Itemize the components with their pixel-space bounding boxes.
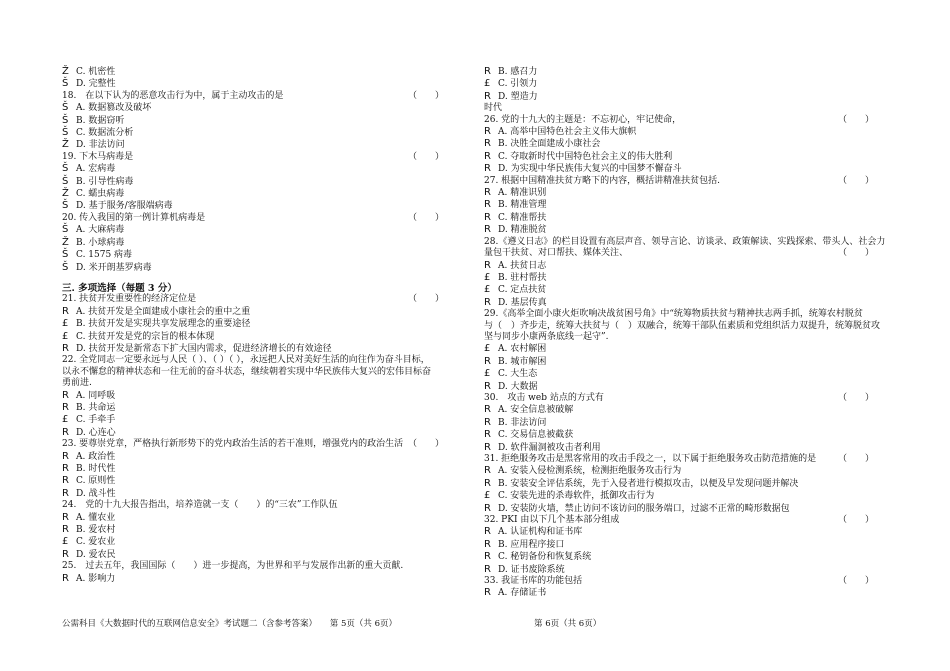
answer-option [62,262,454,274]
answer-option [62,402,454,414]
answer-option [62,176,454,188]
option-text: A. 宏病毒 [76,164,116,175]
option-marker: R [484,224,491,236]
question-text [62,439,454,450]
option-marker: R [484,126,491,138]
option-text: C. 夺取新时代中国特色社会主义的伟大胜利 [498,151,673,162]
question-text [484,515,884,526]
answer-option [484,284,884,296]
line-text: 21. 扶贫开发重要性的经济定位是 [62,294,197,305]
option-marker: R [62,450,69,462]
option-marker: Š [62,175,69,187]
answer-option [484,539,884,551]
option-text: A. 大麻病毒 [76,225,125,236]
option-text: D. 软件漏洞被攻击者利用 [498,442,601,453]
question-text [62,367,454,378]
option-marker: Ž [62,66,69,77]
question-text [484,332,884,343]
answer-option [62,390,454,402]
option-text: D. 塑造力 [498,91,538,102]
option-text: C. 交易信息被截获 [498,430,574,441]
answer-option [484,551,884,563]
option-text: A. 懂农业 [76,512,116,523]
option-text: B. 决胜全面建成小康社会 [498,139,601,150]
answer-blank: （ ） [837,454,874,464]
line-text: 坚与同步小康两条底线一起守”. [484,331,609,342]
option-marker: R [484,199,491,211]
option-text: C. 1575 病毒 [76,250,133,261]
option-marker: £ [62,318,69,330]
line-text: 三. 多项选择（每题 3 分） [62,282,177,294]
answer-option [62,318,454,330]
option-marker: R [484,551,491,563]
answer-blank: （ ） [837,114,874,125]
answer-option [484,272,884,284]
option-text: D. 战斗性 [76,488,116,499]
option-marker: R [62,572,69,584]
option-marker: R [484,416,491,428]
answer-option [62,488,454,500]
option-marker: R [62,548,69,560]
line-text: 22. 全党同志一定要永远与人民（ ）、（ ）（ ），永远把人民对美好生活的向往作为奋斗目标， [62,355,430,366]
line-text: 与（ ）齐步走，统筹大扶贫与（ ）双融合，统筹干部队伍素质和党组织活力双提升，统筹脱贫攻 [484,320,881,331]
answer-option [484,224,884,236]
option-marker: R [62,511,69,523]
answer-option [62,127,454,139]
footer-right: 第 6页（共 6页） [534,619,602,629]
answer-option [484,187,884,199]
question-text [484,309,884,320]
option-marker: £ [484,343,491,355]
option-marker: £ [62,414,69,426]
question-text [62,91,454,102]
option-marker: R [484,441,491,453]
option-marker: R [484,90,491,102]
option-text: A. 高举中国特色社会主义伟大旗帜 [498,127,637,138]
option-text: A. 农村解困 [498,344,547,355]
option-marker: £ [62,330,69,342]
line-text: 19. 下木马病毒是 [62,151,134,162]
answer-blank: （ ） [837,392,874,403]
line-text: 时代 [484,103,503,114]
option-text: D. 为实现中华民族伟大复兴的中国梦不懈奋斗 [498,164,682,175]
option-text: C. 秘钥备份和恢复系统 [498,552,592,563]
answer-option [62,102,454,114]
option-marker: Š [62,102,69,114]
right-column [484,66,884,600]
option-text: A. 精准识别 [498,188,547,199]
option-text: D. 爱农民 [76,549,116,560]
answer-option [484,343,884,355]
question-text [62,500,454,511]
option-marker: R [484,163,491,175]
option-text: B. 应用程序接口 [498,539,565,550]
line-text: 23. 要尊崇党章，严格执行新形势下的党内政治生活的若干准则，增强党内的政治生活 [62,439,404,450]
option-text: C. 精准帮扶 [498,212,547,223]
option-marker: R [484,465,491,477]
answer-option [62,549,454,561]
answer-option [484,587,884,599]
option-marker: R [484,477,491,489]
answer-option [62,331,454,343]
option-text: A. 同呼吸 [76,390,116,401]
line-text: 20. 传入我国的第一例计算机病毒是 [62,212,206,223]
option-marker: R [484,296,491,308]
option-text: B. 引导性病毒 [76,176,134,187]
answer-option [62,237,454,249]
answer-option [62,200,454,212]
option-marker: R [62,524,69,536]
answer-option [484,404,884,416]
option-marker: R [62,463,69,474]
option-text: C. 数据流分析 [76,128,134,139]
option-text: D. 心连心 [76,427,116,438]
answer-option [62,512,454,524]
line-text: 29.《高举全面小康火炬吹响决战贫困号角》中“统筹物质扶贫与精神扶志两手抓，统筹农村脱贫 [484,309,863,320]
answer-option [62,343,454,355]
option-marker: £ [484,284,491,296]
answer-option [484,526,884,538]
answer-option [484,356,884,368]
option-marker: R [484,150,491,162]
line-text: 26. 党的十九大的主题是：不忘初心，牢记使命， [484,114,682,125]
option-marker: Š [62,224,69,236]
option-text: A. 政治性 [76,451,116,462]
option-marker: Ž [62,188,69,200]
option-text: A. 扶贫开发是全面建成小康社会的重中之重 [76,306,251,317]
option-marker: R [484,211,491,223]
answer-option [62,463,454,475]
option-text: A. 安装入侵检测系统，检测拒绝服务攻击行为 [498,466,682,477]
question-text [484,454,884,465]
answer-option [62,536,454,548]
question-text [484,576,884,587]
option-text: D. 精准脱贫 [498,225,547,236]
option-text: D. 扶贫开发是新常态下扩大国内需求，促进经济增长的有效途径 [76,343,332,354]
question-text [62,294,454,305]
option-marker: Š [62,261,69,273]
option-marker: R [62,401,69,413]
option-text: D. 完整性 [76,79,116,90]
answer-blank: （ ） [407,90,444,101]
option-text: D. 大数据 [498,381,538,392]
answer-option [484,564,884,576]
answer-blank: （ ） [837,175,874,186]
answer-option [62,573,454,585]
question-text [62,213,454,224]
answer-option [484,297,884,309]
question-text [62,152,454,163]
option-text: B. 感召力 [498,67,538,77]
option-marker: Ž [62,139,69,151]
question-text [484,248,884,259]
answer-option [484,78,884,90]
option-marker: R [62,426,69,438]
option-marker: R [62,305,69,317]
answer-option [484,91,884,103]
option-marker: Š [62,127,69,139]
answer-option [62,427,454,439]
answer-option [62,66,454,78]
option-marker: R [484,355,491,367]
option-text: A. 数据篡改及破坏 [76,103,152,114]
answer-blank: （ ） [837,576,874,587]
answer-option [484,417,884,429]
option-text: D. 安装防火墙，禁止访问不该访问的服务端口，过滤不正常的畸形数据包 [498,503,790,514]
answer-option [62,524,454,536]
line-text: 25. 过去五年，我国国际（ ）进一步提高，为世界和平与发展作出新的重大贡献. [62,561,404,572]
option-text: B. 爱农村 [76,525,116,536]
option-text: D. 米开朗基罗病毒 [76,262,152,273]
line-text: 勇前进. [62,378,92,389]
option-text: A. 存储证书 [498,588,547,599]
answer-blank: （ ） [837,248,874,259]
option-text: B. 共命运 [76,402,116,413]
answer-option [62,139,454,151]
answer-option [62,249,454,261]
option-marker: R [484,187,491,199]
question-text [484,103,884,114]
answer-option [484,260,884,272]
option-text: C. 机密性 [76,67,116,77]
option-text: C. 原则性 [76,476,116,487]
answer-option [62,414,454,426]
answer-blank: （ ） [407,151,444,162]
option-text: A. 扶贫日志 [498,260,547,271]
option-text: B. 时代性 [76,464,116,474]
answer-option [484,199,884,211]
option-text: B. 驻村帮扶 [498,272,547,283]
answer-option [62,115,454,127]
option-marker: R [484,66,491,77]
answer-option [484,66,884,78]
option-text: A. 影响力 [76,573,116,584]
line-text: 18. 在以下认为的恶意攻击行为中，属于主动攻击的是 [62,90,284,101]
option-text: A. 安全信息被破解 [498,405,574,416]
answer-option [62,163,454,175]
option-text: B. 城市解困 [498,356,547,367]
answer-option [484,138,884,150]
answer-option [62,78,454,90]
option-marker: R [484,563,491,575]
option-text: B. 小球病毒 [76,237,125,248]
spacer [62,274,454,283]
option-marker: R [62,342,69,354]
answer-option [484,429,884,441]
line-text: 32. PKI 由以下几个基本部分组成 [484,515,620,526]
question-text [484,321,884,332]
option-text: C. 扶贫开发是党的宗旨的根本体现 [76,331,215,342]
answer-blank: （ ） [407,439,444,450]
answer-option [484,503,884,515]
option-text: C. 定点扶贫 [498,285,547,296]
question-text [484,393,884,404]
answer-blank: （ ） [837,515,874,526]
line-text: 28.《遵义日志》的栏目设置有高层声音、领导言论、访谈录、政策解读、实践探索、带头人、社会力 [484,236,886,247]
line-text: 24. 党的十九大报告指出，培养造就一支（ ）的“三农”工作队伍 [62,500,338,511]
answer-option [62,475,454,487]
option-marker: Š [62,249,69,261]
question-text [62,378,454,389]
answer-option [484,126,884,138]
option-marker: £ [484,271,491,283]
answer-option [484,381,884,393]
option-text: C. 蠕虫病毒 [76,189,125,200]
answer-option [484,478,884,490]
option-marker: Š [62,114,69,126]
option-text: B. 安装安全评估系统，先于入侵者进行模拟攻击，以便及早发现问题并解决 [498,478,799,489]
answer-option [484,163,884,175]
question-text [484,115,884,126]
answer-option [62,451,454,463]
option-text: C. 爱农业 [76,537,116,548]
line-text: 33. 我证书库的功能包括 [484,576,583,587]
answer-option [484,151,884,163]
footer-left: 公需科目《大数据时代的互联网信息安全》考试题二（含参考答案） 第 5页（共 6页） [62,619,397,629]
line-text: 27. 根据中国精准扶贫方略下的内容，概括讲精准扶贫包括. [484,175,721,186]
line-text: 30. 攻击 web 站点的方式有 [484,392,604,403]
answer-blank: （ ） [407,294,444,305]
answer-option [62,306,454,318]
option-text: C. 引领力 [498,79,538,90]
option-marker: R [484,429,491,441]
answer-blank: （ ） [407,212,444,223]
option-marker: Š [62,78,69,90]
option-marker: R [62,487,69,499]
option-marker: R [484,138,491,150]
question-text [62,355,454,366]
section-heading [62,283,454,294]
option-marker: £ [484,368,491,380]
option-text: B. 扶贫开发是实现共享发展理念的重要途径 [76,319,251,330]
option-text: B. 精准管理 [498,200,547,211]
option-text: D. 基层传真 [498,297,547,308]
option-marker: Ž [62,236,69,248]
option-text: C. 大生态 [498,369,538,380]
option-text: C. 手牵手 [76,415,116,426]
option-marker: R [62,475,69,487]
option-text: C. 安装先进的杀毒软件，抵御攻击行为 [498,491,655,502]
question-text [484,176,884,187]
option-text: D. 非法访问 [76,140,125,151]
option-marker: R [484,538,491,550]
option-marker: R [484,259,491,271]
left-column [62,66,454,585]
line-text: 31. 拒绝服务攻击是黑客常用的攻击手段之一，以下属于拒绝服务攻击防范措施的是 [484,454,817,464]
option-text: A. 认证机构和证书库 [498,527,583,538]
question-text [62,561,454,572]
option-marker: Š [62,200,69,212]
option-marker: £ [484,490,491,502]
option-marker: R [484,526,491,538]
option-marker: R [62,389,69,401]
option-text: D. 基于服务/客服端病毒 [76,201,173,212]
answer-option [484,442,884,454]
answer-option [62,224,454,236]
option-text: D. 证书废除系统 [498,564,565,575]
answer-option [484,368,884,380]
answer-option [484,490,884,502]
option-marker: R [484,404,491,416]
option-text: B. 非法访问 [498,417,547,428]
option-marker: Š [62,163,69,175]
option-text: B. 数据窃听 [76,115,125,126]
option-marker: R [484,380,491,392]
option-marker: R [484,587,491,599]
answer-option [62,188,454,200]
answer-option [484,212,884,224]
line-text: 量包干扶贫、对口帮扶、媒体关注、 [484,248,629,259]
answer-option [484,465,884,477]
question-text [484,237,884,248]
option-marker: R [484,502,491,514]
line-text: 以永不懈怠的精神状态和一往无前的奋斗状态，继续朝着实现中华民族伟大复兴的宏伟目标奋 [62,366,432,377]
option-marker: £ [62,536,69,548]
option-marker: £ [484,78,491,90]
